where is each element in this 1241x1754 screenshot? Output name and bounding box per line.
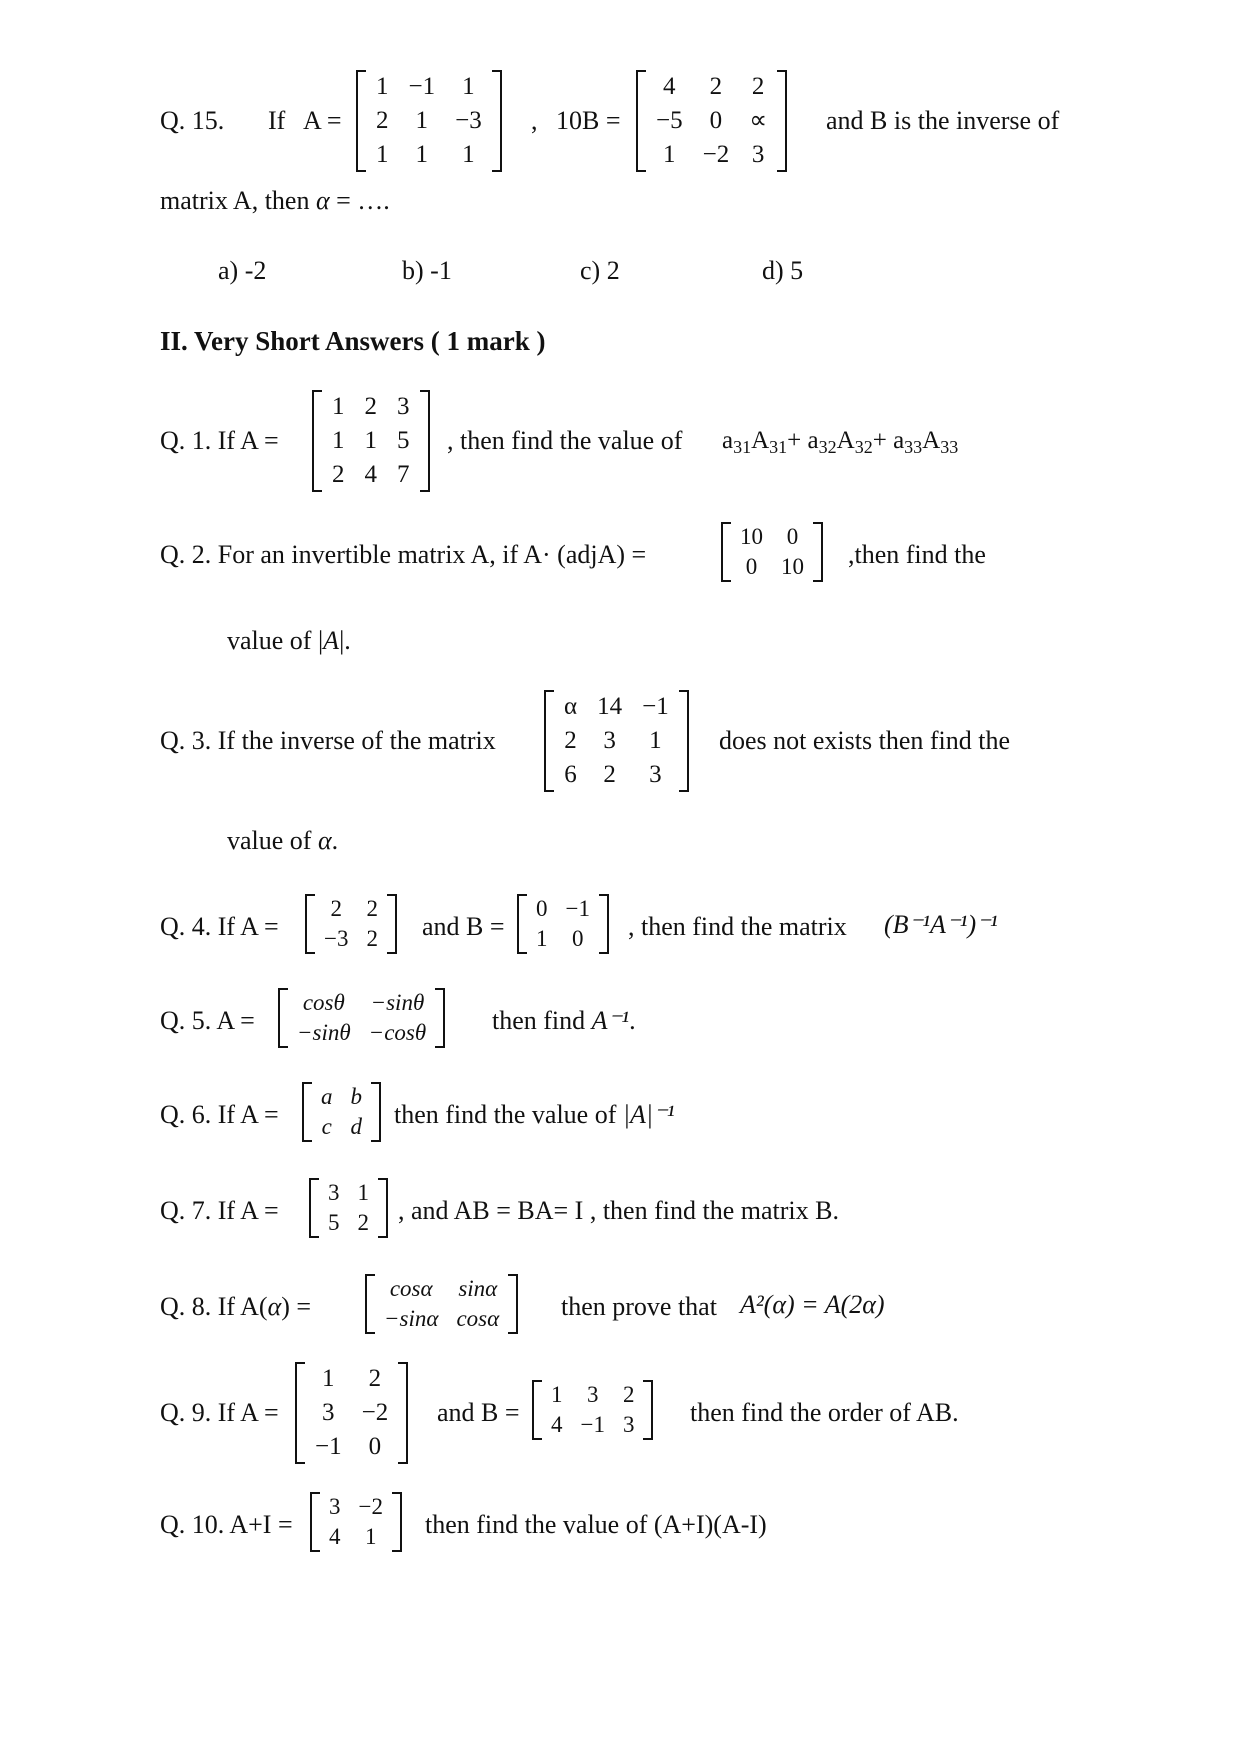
- matrix-row: [542, 1410, 643, 1440]
- q5-prefix: Q. 5. A =: [160, 1006, 255, 1035]
- matrix-cell: −3: [455, 107, 482, 134]
- matrix-row: [731, 552, 813, 582]
- matrix-row: [320, 1522, 392, 1552]
- matrix-cell: −3: [324, 926, 349, 951]
- matrix-cell: 2: [564, 727, 577, 754]
- matrix-row: [305, 1396, 398, 1430]
- q4-and-b: and B =: [422, 912, 505, 941]
- q1-term-3: $a_{33}A_{33}$: [893, 427, 959, 457]
- matrix-row: [322, 458, 420, 492]
- q8-expression: A²(α) = A(2α): [740, 1290, 885, 1319]
- matrix-row: [312, 1112, 371, 1142]
- q8-prefix: Q. 8. If A(α) =: [160, 1292, 312, 1321]
- q6-expression: |A|⁻¹: [622, 1100, 675, 1129]
- q9-matrix-b: [532, 1380, 653, 1440]
- q1-term-2: $a_{32}A_{32}+$: [807, 427, 887, 457]
- matrix-row: [319, 1208, 378, 1238]
- matrix-row: [731, 522, 813, 552]
- q1-term-1: $a_{31}A_{31}+$: [722, 427, 802, 457]
- q15-if: If: [268, 106, 286, 135]
- matrix-cell: ∝: [749, 107, 768, 134]
- matrix-cell: 2: [332, 461, 345, 488]
- matrix-cell: 1: [376, 73, 389, 100]
- q15-option-a: a) -2: [218, 256, 267, 285]
- q15-comma: ,: [531, 106, 538, 135]
- matrix-cell: 1: [332, 393, 345, 420]
- matrix-cell: 3: [329, 1494, 341, 1519]
- matrix-cell: 3: [622, 1412, 635, 1437]
- matrix-row: [375, 1274, 508, 1304]
- matrix-cell: −1: [315, 1433, 342, 1460]
- matrix-cell: 2: [751, 73, 765, 100]
- matrix-cell: 14: [597, 693, 623, 720]
- matrix-row: [527, 924, 599, 954]
- matrix-cell: 10: [740, 524, 763, 549]
- q1-matrix: [312, 390, 430, 492]
- matrix-row: [646, 104, 777, 138]
- matrix-cell: 1: [536, 926, 548, 951]
- matrix-cell: 3: [586, 1382, 599, 1407]
- q2-text: ,then find the: [848, 540, 986, 569]
- q4-matrix-a: [305, 894, 397, 954]
- section-heading: II. Very Short Answers ( 1 mark ): [160, 326, 546, 356]
- matrix-cell: 2: [603, 761, 616, 788]
- q10-matrix: [310, 1492, 402, 1552]
- matrix-cell: 1: [649, 727, 662, 754]
- matrix-cell: 5: [328, 1210, 340, 1235]
- matrix-cell: −sinα: [384, 1306, 439, 1331]
- q3-text: does not exists then find the: [719, 726, 1011, 755]
- q2-prefix: Q. 2. For an invertible matrix A, if A· (adjA) =: [160, 540, 647, 569]
- matrix-cell: 1: [357, 1180, 369, 1205]
- q15-matrix-a: [356, 70, 502, 172]
- q8-text: then prove that: [561, 1292, 717, 1321]
- matrix-row: [554, 690, 679, 724]
- matrix-cell: α: [564, 693, 578, 720]
- matrix-cell: −2: [361, 1399, 389, 1426]
- matrix-cell: 2: [330, 896, 342, 921]
- q9-matrix-a: [295, 1362, 408, 1464]
- matrix-cell: 0: [368, 1433, 382, 1460]
- q15-text-after: and B is the inverse of: [826, 106, 1060, 135]
- matrix-row: [288, 1018, 435, 1048]
- matrix-row: [288, 988, 435, 1018]
- q2-line2: value of |A|.: [227, 626, 351, 655]
- q5-matrix: [278, 988, 445, 1048]
- matrix-row: [315, 924, 387, 954]
- matrix-cell: sinα: [458, 1276, 498, 1301]
- matrix-cell: 4: [364, 461, 377, 488]
- matrix-row: [554, 724, 679, 758]
- matrix-cell: 4: [329, 1524, 341, 1549]
- matrix-row: [554, 758, 679, 792]
- q5-expression: A⁻¹: [591, 1006, 630, 1035]
- matrix-cell: cosθ: [302, 990, 345, 1015]
- q15-a-eq: A =: [303, 106, 342, 135]
- matrix-cell: 1: [415, 141, 429, 168]
- matrix-row: [646, 138, 777, 172]
- q1-expression: [722, 426, 958, 462]
- matrix-cell: a: [321, 1084, 333, 1109]
- q7-matrix: [309, 1178, 388, 1238]
- matrix-cell: −cosθ: [368, 1020, 427, 1045]
- matrix-cell: 5: [397, 427, 410, 454]
- q9-text: then find the order of AB.: [690, 1398, 959, 1427]
- matrix-row: [312, 1082, 371, 1112]
- matrix-cell: 7: [397, 461, 410, 488]
- matrix-cell: 1: [364, 1524, 377, 1549]
- q15-option-d: d) 5: [762, 256, 804, 285]
- matrix-cell: 0: [709, 107, 723, 134]
- matrix-cell: −2: [358, 1494, 383, 1519]
- q9-and-b: and B =: [437, 1398, 520, 1427]
- q5-text: then find A⁻¹.: [492, 1006, 636, 1035]
- q7-text: , and AB = BA= I , then find the matrix B.: [398, 1196, 839, 1225]
- matrix-cell: 2: [357, 1210, 369, 1235]
- matrix-cell: 2: [709, 73, 723, 100]
- matrix-cell: 1: [551, 1382, 563, 1407]
- q6-prefix: Q. 6. If A =: [160, 1100, 279, 1129]
- matrix-cell: 2: [376, 107, 389, 134]
- matrix-cell: d: [350, 1114, 362, 1139]
- matrix-cell: −1: [642, 693, 669, 720]
- matrix-cell: 2: [364, 393, 377, 420]
- matrix-cell: 1: [364, 427, 377, 454]
- matrix-cell: 3: [649, 761, 662, 788]
- q4-matrix-b: [517, 894, 609, 954]
- q10-text: then find the value of (A+I)(A-I): [425, 1510, 767, 1539]
- matrix-cell: 4: [663, 73, 676, 100]
- matrix-row: [375, 1304, 508, 1334]
- q15-number: Q. 15.: [160, 106, 225, 135]
- matrix-cell: −1: [408, 73, 436, 100]
- matrix-cell: 3: [322, 1399, 335, 1426]
- matrix-cell: 2: [366, 896, 378, 921]
- matrix-cell: cosα: [456, 1306, 500, 1331]
- q15-line2: [160, 186, 390, 216]
- q15-alpha: α: [315, 186, 330, 215]
- q15-option-b: b) -1: [402, 256, 452, 285]
- matrix-cell: −sinθ: [370, 990, 425, 1015]
- matrix-cell: 1: [663, 141, 676, 168]
- matrix-cell: −1: [580, 1412, 605, 1437]
- matrix-cell: 2: [622, 1382, 635, 1407]
- matrix-cell: −1: [565, 896, 590, 921]
- matrix-row: [319, 1178, 378, 1208]
- q9-prefix: Q. 9. If A =: [160, 1398, 279, 1427]
- q15-option-c: c) 2: [580, 256, 620, 285]
- q3-prefix: Q. 3. If the inverse of the matrix: [160, 726, 496, 755]
- q6-text: then find the value of |A|⁻¹: [394, 1100, 675, 1129]
- matrix-cell: b: [350, 1084, 362, 1109]
- matrix-cell: 1: [415, 107, 429, 134]
- matrix-row: [527, 894, 599, 924]
- matrix-cell: 0: [786, 524, 799, 549]
- q15-line2-text: matrix A, then: [160, 186, 310, 215]
- q1-text: , then find the value of: [447, 426, 683, 455]
- matrix-cell: 4: [551, 1412, 563, 1437]
- matrix-row: [366, 138, 492, 172]
- matrix-row: [322, 390, 420, 424]
- matrix-row: [315, 894, 387, 924]
- matrix-row: [366, 104, 492, 138]
- matrix-cell: 1: [462, 73, 475, 100]
- q10-prefix: Q. 10. A+I =: [160, 1510, 293, 1539]
- q15-matrix-10b: [636, 70, 787, 172]
- matrix-row: [320, 1492, 392, 1522]
- matrix-cell: 0: [571, 926, 584, 951]
- q8-matrix: [365, 1274, 518, 1334]
- matrix-cell: −sinθ: [297, 1020, 351, 1045]
- matrix-row: [305, 1430, 398, 1464]
- matrix-cell: 2: [368, 1365, 382, 1392]
- matrix-cell: 1: [332, 427, 345, 454]
- matrix-cell: c: [321, 1114, 332, 1139]
- matrix-row: [542, 1380, 643, 1410]
- matrix-row: [646, 70, 777, 104]
- q6-matrix: [302, 1082, 381, 1142]
- q3-matrix: [544, 690, 689, 792]
- matrix-cell: cosα: [389, 1276, 433, 1301]
- q7-prefix: Q. 7. If A =: [160, 1196, 279, 1225]
- q15-10b-eq: 10B =: [556, 106, 621, 135]
- matrix-cell: 10: [781, 554, 804, 579]
- q4-text: , then find the matrix: [628, 912, 847, 941]
- matrix-cell: −5: [656, 107, 683, 134]
- matrix-cell: 1: [462, 141, 475, 168]
- matrix-cell: 0: [745, 554, 758, 579]
- q4-expression: (B⁻¹A⁻¹)⁻¹: [884, 910, 998, 939]
- q1-prefix: Q. 1. If A =: [160, 426, 279, 455]
- matrix-cell: 3: [397, 393, 410, 420]
- q4-prefix: Q. 4. If A =: [160, 912, 279, 941]
- matrix-row: [322, 424, 420, 458]
- q2-matrix: [721, 522, 823, 582]
- matrix-cell: 1: [376, 141, 389, 168]
- matrix-cell: 3: [751, 141, 765, 168]
- q3-line2: value of α.: [227, 826, 339, 855]
- matrix-row: [366, 70, 492, 104]
- matrix-row: [305, 1362, 398, 1396]
- matrix-cell: 2: [366, 926, 378, 951]
- matrix-cell: 0: [536, 896, 548, 921]
- matrix-cell: 3: [328, 1180, 340, 1205]
- matrix-cell: −2: [702, 141, 730, 168]
- matrix-cell: 1: [322, 1365, 335, 1392]
- matrix-cell: 6: [564, 761, 577, 788]
- q15-eq-dots: = ….: [336, 186, 390, 215]
- matrix-cell: 3: [603, 727, 616, 754]
